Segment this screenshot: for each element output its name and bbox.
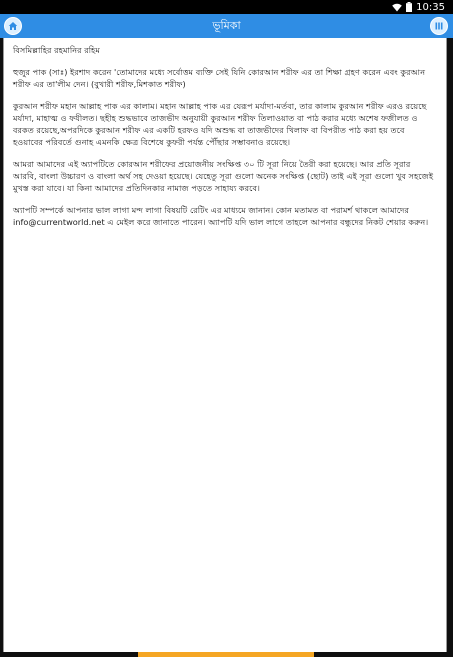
page-title: ভূমিকা: [212, 19, 241, 32]
menu-icon: [434, 21, 444, 31]
bottom-accent: [138, 652, 314, 657]
status-icons: [392, 2, 445, 13]
status-time: 10:35: [416, 1, 445, 13]
wifi-icon: [392, 3, 402, 12]
status-bar: [0, 0, 453, 14]
paragraph-1: হুজুর পাক (সাঃ) ইরশাদ করেন 'তোমাদের মধ্যে সর্বোত্তম ব্যক্তি সেই যিনি কোরআন শরীফ এর তা শিক্ষা গ্রহণ করেন এবং কুরআন শরীফ এর তা'লীম দেন। (বুখারী শরীফ,মিশকাত শরীফ): [13, 67, 426, 89]
menu-button[interactable]: [430, 17, 448, 35]
content-area: [3, 38, 447, 652]
battery-icon: [406, 2, 412, 12]
paragraph-3: আমরা আমাদের এই অ্যাপটিতে কোরআন শরীফের প্রয়োজনীয় সংক্ষিপ্ত ৩০ টি সূরা নিয়ে তৈরী করা হয়েছে। আর প্রতি সূরার আরবি, বাংলা উচ্চারণ ও বাংলা অর্থ সহ দেওয়া হয়েছে। যেহেতু সূরা গুলো অনেক সংক্ষিপ্ত (ছোট) তাই এই সূরা গুলো খুব সহজেই মুখস্ত করা যাবে। যা কিনা আমাদের প্রতিদিনকার নামাজ পড়তে সাহায্য করবে।: [13, 159, 434, 193]
paragraph-2: কুরআন শরীফ মহান আল্লাহ পাক এর কালাম। মহান আল্লাহ পাক এর যেরূপ মর্যাদা-মর্তবা, তার কালাম কুরআন শরীফ এরও রয়েছে মর্যাদা, মাহাত্ম ও ফযীলত। ছহীহ শুদ্ধভাবে তাজভীদ অনুযায়ী কুরআন শরীফ তিলাওয়াত বা পাঠ করার মধ্যে অশেষ ফজীলত ও বরকত রয়েছে,অপরদিকে কুরআন শরীফ এর একটি হরফও যদি অশুদ্ধ বা তাজভীদের খিলাফ বা বিপরীত পাঠ করা হয় তবে হওয়াবের পরিবর্তে গুনাহ এমনকি ক্ষেত্র বিশেষে কুফরী পর্যন্ত পৌঁছার সম্ভাবনাও রয়েছে।: [13, 101, 427, 147]
content-heading: বিসমিল্লাহির রহমানির রহিম: [13, 45, 100, 55]
app-bar: [0, 14, 453, 38]
paragraph-4: অ্যাপটি সম্পর্কে আপনার ভাল লাগা মন্দ লাগা বিষয়টি রেটিং এর মাধ্যমে জানান। কোন মতামত বা পরামর্শ থাকলে আমাদের info@currentworld.net এ মেইল করে জানাতে পারেন। অ্যাপটি যদি ভাল লাগে তাহলে আপনার বন্ধুদের নিকট শেয়ার করুন।: [13, 205, 429, 227]
